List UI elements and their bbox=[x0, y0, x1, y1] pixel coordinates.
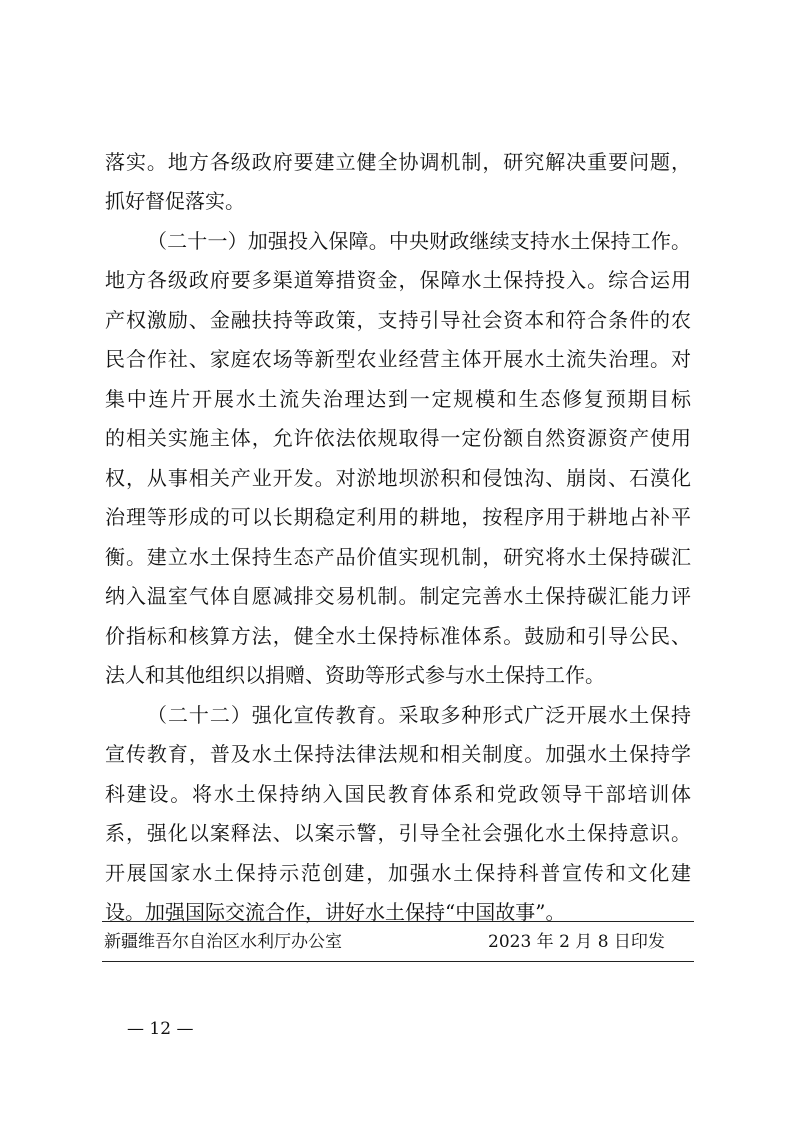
page-number: — 12 — bbox=[127, 1019, 194, 1039]
section-21-heading-line: （二十一）加强投入保障。中央财政继续支持水土保持工作。 bbox=[147, 229, 691, 253]
body-line: 设。加强国际交流合作，讲好水土保持“中国故事”。 bbox=[105, 900, 566, 924]
section-22-heading-line: （二十二）强化宣传教育。采取多种形式广泛开展水土保持 bbox=[147, 703, 691, 727]
body-line: 抓好督促落实。 bbox=[105, 189, 245, 213]
body-line: 法人和其他组织以捐赠、资助等形式参与水土保持工作。 bbox=[105, 663, 605, 687]
body-line: 宣传教育，普及水土保持法律法规和相关制度。加强水土保持学 bbox=[105, 742, 691, 766]
body-line: 系，强化以案释法、以案示警，引导全社会强化水土保持意识。 bbox=[105, 821, 691, 845]
body-line: 衡。建立水土保持生态产品价值实现机制，研究将水土保持碳汇 bbox=[105, 545, 691, 569]
body-line: 纳入温室气体自愿减排交易机制。制定完善水土保持碳汇能力评 bbox=[105, 584, 691, 608]
footer-top-rule bbox=[102, 921, 694, 922]
body-line: 落实。地方各级政府要建立健全协调机制，研究解决重要问题， bbox=[105, 150, 691, 174]
body-line: 科建设。将水土保持纳入国民教育体系和党政领导干部培训体 bbox=[105, 782, 691, 806]
body-line: 治理等形成的可以长期稳定利用的耕地，按程序用于耕地占补平 bbox=[105, 505, 691, 529]
body-line: 民合作社、家庭农场等新型农业经营主体开展水土流失治理。对 bbox=[105, 347, 691, 371]
footer-issuer: 新疆维吾尔自治区水利厅办公室 bbox=[104, 932, 342, 952]
body-line: 价指标和核算方法，健全水土保持标准体系。鼓励和引导公民、 bbox=[105, 624, 691, 648]
body-line: 的相关实施主体，允许依法依规取得一定份额自然资源资产使用 bbox=[105, 426, 691, 450]
footer-issue-date: 2023 年 2 月 8 日印发 bbox=[488, 932, 665, 952]
footer-bottom-rule bbox=[102, 961, 694, 962]
body-line: 地方各级政府要多渠道筹措资金，保障水土保持投入。综合运用 bbox=[105, 268, 691, 292]
body-line: 集中连片开展水土流失治理达到一定规模和生态修复预期目标 bbox=[105, 387, 691, 411]
body-line: 开展国家水土保持示范创建，加强水土保持科普宣传和文化建 bbox=[105, 861, 691, 885]
body-line: 权，从事相关产业开发。对淤地坝淤积和侵蚀沟、崩岗、石漠化 bbox=[105, 466, 691, 490]
body-line: 产权激励、金融扶持等政策，支持引导社会资本和符合条件的农 bbox=[105, 308, 691, 332]
